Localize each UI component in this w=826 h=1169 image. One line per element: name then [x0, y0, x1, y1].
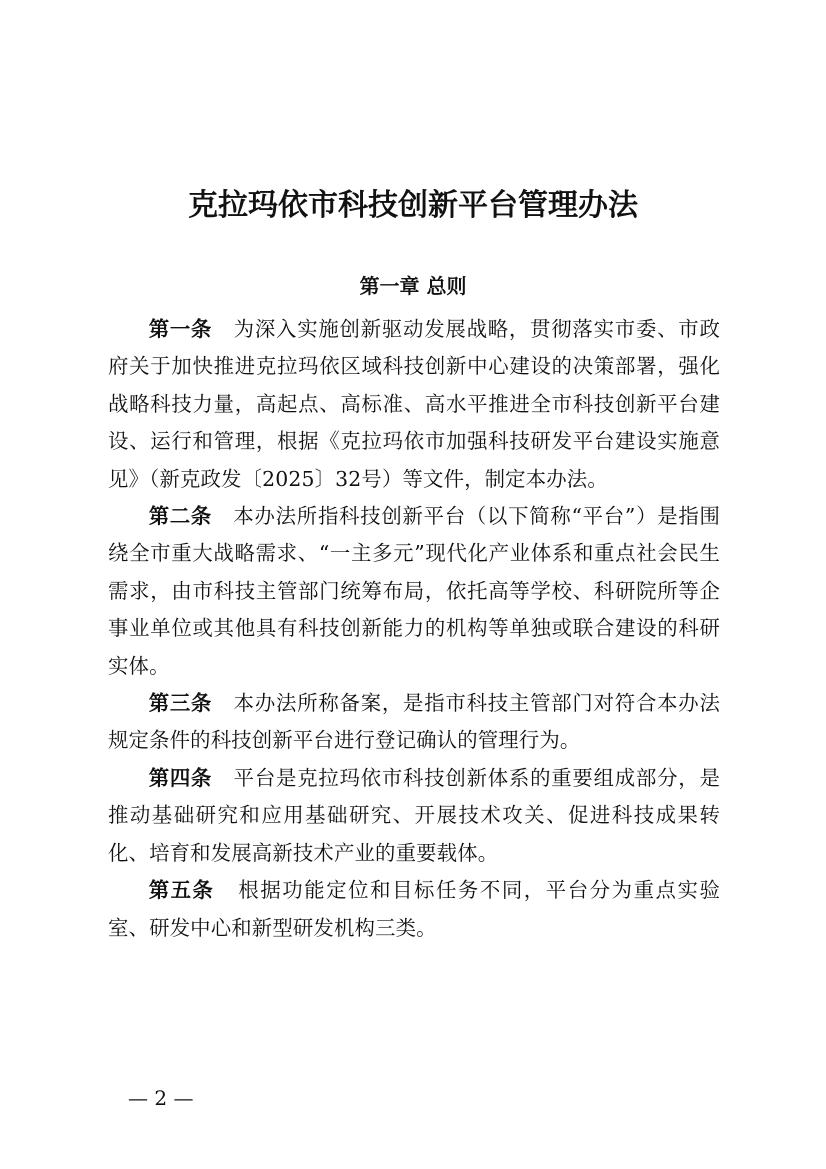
article-label: 第四条: [148, 765, 212, 790]
article-text: 平台是克拉玛依市科技创新体系的重要组成部分，是推动基础研究和应用基础研究、开展技术攻关、促进科技成果转化、培育和发展高新技术产业的重要载体。: [108, 765, 721, 865]
article-label: 第五条: [148, 878, 215, 903]
document-body: [108, 311, 720, 947]
article-text: 本办法所指科技创新平台（以下简称“平台”）是指围绕全市重大战略需求、“一主多元”现代化产业体系和重点社会民生需求，由市科技主管部门统筹布局，依托高等学校、科研院所等企事业单位或其他具有科技创新能力的机构等单独或联合建设的科研实体。: [108, 504, 721, 678]
article-text: 本办法所称备案，是指市科技主管部门对符合本办法规定条件的科技创新平台进行登记确认的管理行为。: [108, 691, 721, 753]
article-text: 为深入实施创新驱动发展战略，贯彻落实市委、市政府关于加快推进克拉玛依区域科技创新中心建设的决策部署，强化战略科技力量，高起点、高标准、高水平推进全市科技创新平台建设、运行和管理，根据《克拉玛依市加强科技研发平台建设实施意见》（新克政发〔2025〕32号）等文件，制定本办法。: [108, 317, 721, 491]
article-text: 根据功能定位和目标任务不同，平台分为重点实验室、研发中心和新型研发机构三类。: [108, 878, 720, 940]
article-2: [108, 498, 720, 685]
article-5: [108, 872, 720, 947]
article-4: [108, 760, 720, 872]
document-title: 克拉玛依市科技创新平台管理办法: [188, 188, 638, 223]
article-label: 第二条: [148, 504, 212, 529]
chapter-heading: 第一章 总则: [359, 274, 467, 298]
article-label: 第一条: [148, 317, 212, 341]
article-1: [108, 311, 720, 498]
article-label: 第三条: [148, 691, 212, 716]
page-number: — 2 —: [128, 1086, 194, 1110]
article-3: [108, 685, 720, 760]
